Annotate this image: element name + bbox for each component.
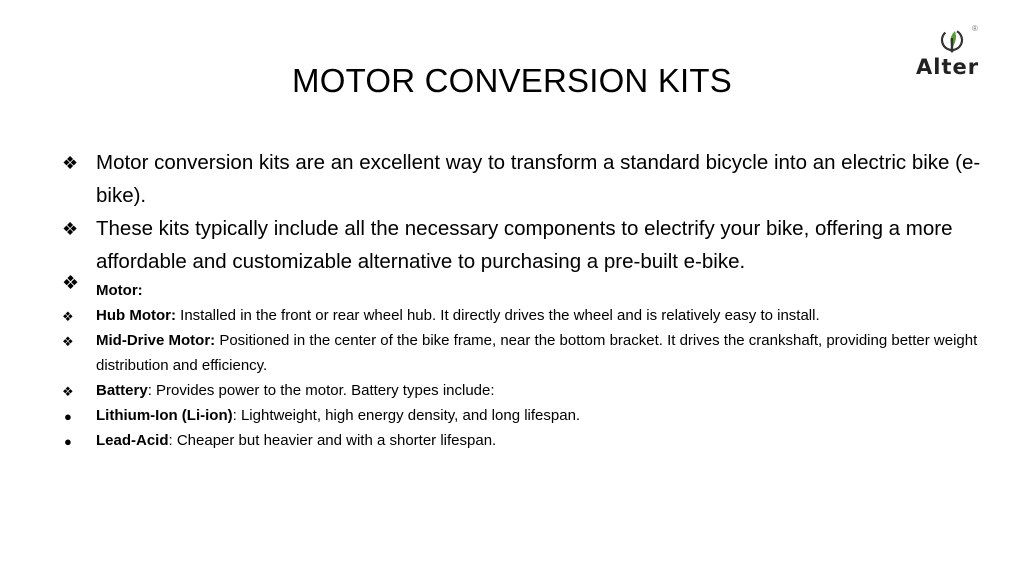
diamond-bullet-icon: ❖ — [62, 273, 80, 294]
diamond-bullet-icon: ❖ — [62, 153, 79, 173]
slide-title: MOTOR CONVERSION KITS — [292, 62, 732, 99]
bullet-battery — [58, 378, 988, 403]
bullet-text: : Cheaper but heavier and with a shorter lifespan. — [168, 432, 497, 449]
diamond-bullet-icon: ❖ — [62, 334, 74, 349]
bullet-heading: Motor: — [96, 282, 143, 299]
bullet-text: These kits typically include all the necessary components to electrify your bike, offering a more affordable and customizable alternative to purchasing a pre-built e-bike. — [96, 217, 953, 273]
diamond-bullet-icon: ❖ — [62, 219, 79, 239]
bullet-motor — [58, 273, 988, 303]
bullet-heading: Hub Motor: — [96, 307, 176, 324]
bullet-heading: Battery — [96, 382, 148, 399]
bullet-heading: Mid-Drive Motor: — [96, 332, 216, 349]
bullet-text: Installed in the front or rear wheel hub. It directly drives the wheel and is relatively easy to install. — [175, 307, 820, 324]
logo-wordmark: Alter — [916, 55, 980, 79]
bullet-text: : Provides power to the motor. Battery types include: — [147, 382, 495, 399]
plug-leaf-icon — [934, 24, 970, 56]
bullet-lead-acid — [58, 428, 988, 453]
bullet-text: Motor conversion kits are an excellent way to transform a standard bicycle into an electric bike (e-bike). — [96, 151, 981, 207]
diamond-bullet-icon: ❖ — [62, 309, 74, 324]
bullet-text: Positioned in the center of the bike frame, near the bottom bracket. It drives the crankshaft, providing better weight distribution and efficiency. — [96, 332, 978, 374]
bullet-text: : Lightweight, high energy density, and long lifespan. — [232, 407, 581, 424]
dot-bullet-icon: ● — [64, 434, 72, 449]
bullet-kits — [58, 212, 988, 278]
bullet-intro — [58, 146, 988, 212]
diamond-bullet-icon: ❖ — [62, 384, 74, 399]
bullet-mid-drive-motor — [58, 328, 988, 378]
bullet-lithium-ion — [58, 403, 988, 428]
dot-bullet-icon: ● — [64, 409, 72, 424]
bullet-hub-motor — [58, 303, 988, 328]
bullet-list — [58, 146, 988, 453]
bullet-heading: Lithium-Ion (Li-ion) — [96, 407, 233, 424]
registered-mark: ® — [972, 24, 978, 33]
bullet-heading: Lead-Acid — [96, 432, 169, 449]
